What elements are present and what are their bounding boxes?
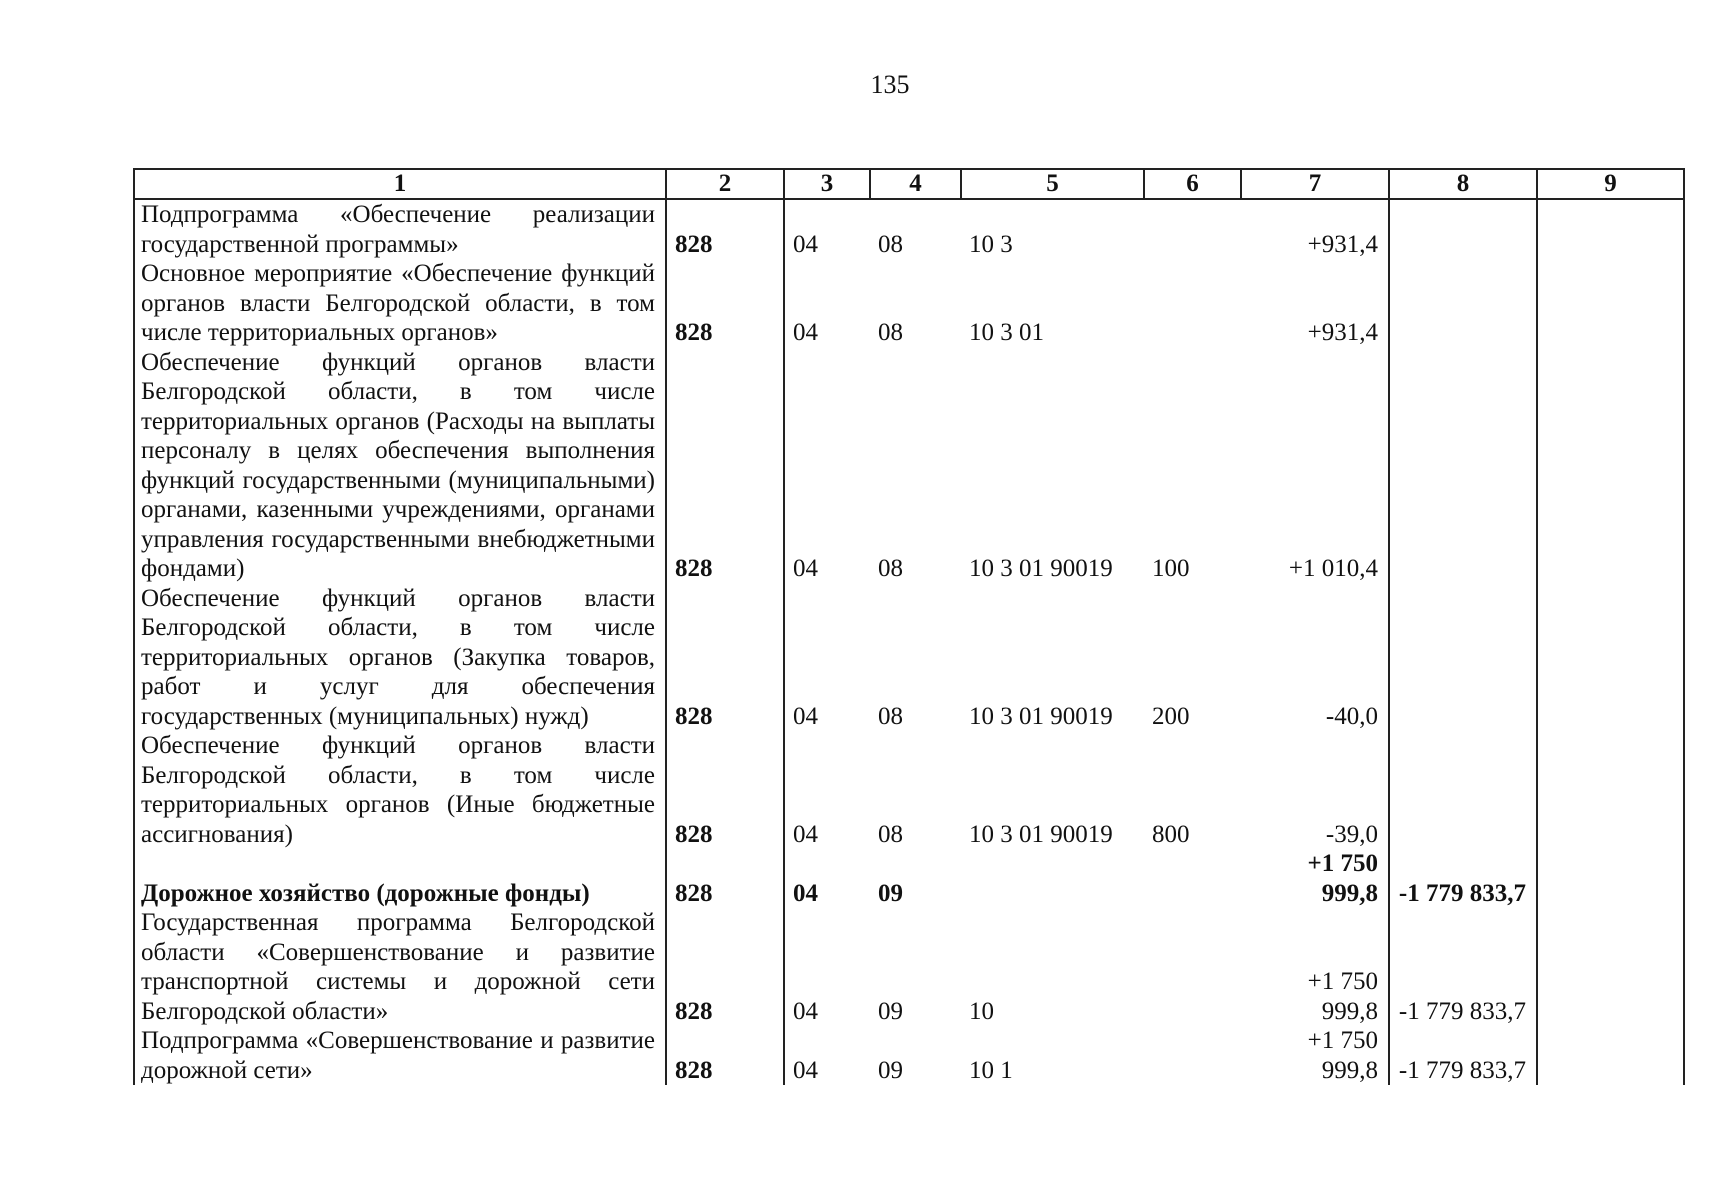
item-name-cell: Подпрограмма «Совершенствование и развитие дорожной сети»	[134, 1026, 666, 1085]
target-article-cell: 10 3 01 90019	[969, 555, 1113, 582]
subsection-cell: 09	[878, 879, 903, 907]
target-article-cell	[961, 849, 1144, 908]
section-cell: 04	[793, 820, 818, 848]
expense-type-cell: 100	[1152, 555, 1190, 582]
column-header: 8	[1389, 169, 1537, 199]
amount-cell-col7: +1 010,4	[1241, 348, 1389, 584]
expense-type-cell: 800	[1152, 820, 1190, 848]
item-name-cell: Государственная программа Белгородской области «Совершенствование и развитие транспортной системы и дорожной сети Белгородской области»	[134, 908, 666, 1026]
table-body	[134, 199, 1684, 1085]
admin-code-cell: 828	[666, 348, 784, 584]
table-row	[134, 1026, 1684, 1085]
section-cell: 04	[793, 702, 818, 730]
section-cell: 04	[793, 230, 818, 258]
amount-cell-col8: -1 779 833,7	[1398, 879, 1526, 907]
subsection-cell: 08	[878, 702, 903, 730]
column-header: 9	[1537, 169, 1684, 199]
column-header: 3	[784, 169, 870, 199]
admin-code-cell: 828	[666, 1026, 784, 1085]
amount-cell-col7: -39,0	[1241, 731, 1389, 849]
amount-cell-col8	[1389, 584, 1537, 732]
target-article-cell: 10 1	[969, 1056, 1013, 1084]
target-article-cell: 10 3 01	[969, 319, 1044, 346]
item-name-cell: Дорожное хозяйство (дорожные фонды)	[134, 849, 666, 908]
amount-cell-col8	[1389, 731, 1537, 849]
table-row	[134, 908, 1684, 1026]
amount-cell-col9	[1537, 199, 1684, 259]
amount-cell-col7: +1 750 999,8	[1241, 908, 1389, 1026]
section-cell: 04	[793, 319, 818, 346]
subsection-cell: 08	[878, 319, 903, 346]
admin-code-cell: 828	[666, 908, 784, 1026]
admin-code-cell: 828	[666, 584, 784, 732]
amount-cell-col8: -1 779 833,7	[1398, 997, 1526, 1025]
expense-type-cell	[1144, 1026, 1241, 1085]
item-name-cell: Обеспечение функций органов власти Белгородской области, в том числе территориальных органов (Иные бюджетные ассигнования)	[134, 731, 666, 849]
amount-cell-col8: -1 779 833,7	[1398, 1056, 1526, 1084]
item-name-cell: Обеспечение функций органов власти Белгородской области, в том числе территориальных органов (Закупка товаров, работ и услуг для обеспечения государственных (муниципальных) нужд)	[134, 584, 666, 732]
section-cell: 04	[793, 1056, 818, 1084]
amount-cell-col9	[1537, 731, 1684, 849]
table-row	[134, 731, 1684, 849]
amount-cell-col9	[1537, 1026, 1684, 1085]
amount-cell-col7: +1 750 999,8	[1241, 1026, 1389, 1085]
amount-cell-col8	[1389, 199, 1537, 259]
table-row	[134, 849, 1684, 908]
column-header: 4	[870, 169, 961, 199]
table-row	[134, 259, 1684, 348]
section-cell: 04	[793, 879, 818, 907]
admin-code-cell: 828	[666, 731, 784, 849]
item-name-cell: Обеспечение функций органов власти Белгородской области, в том числе территориальных органов (Расходы на выплаты персоналу в целях обеспечения выполнения функций государственными (муниципальными) органами, казенными учреждениями, органами управления государственными внебюджетными фондами)	[134, 348, 666, 584]
amount-cell-col9	[1537, 584, 1684, 732]
table-row	[134, 348, 1684, 584]
subsection-cell: 08	[878, 230, 903, 258]
admin-code-cell: 828	[666, 199, 784, 259]
table-header-row	[134, 169, 1684, 199]
amount-cell-col9	[1537, 849, 1684, 908]
expense-type-cell	[1144, 849, 1241, 908]
amount-cell-col7: -40,0	[1241, 584, 1389, 732]
column-header: 7	[1241, 169, 1389, 199]
column-header: 1	[134, 169, 666, 199]
admin-code-cell: 828	[666, 849, 784, 908]
item-name-cell: Подпрограмма «Обеспечение реализации государственной программы»	[134, 199, 666, 259]
section-cell: 04	[793, 555, 818, 582]
expense-type-cell	[1144, 199, 1241, 259]
subsection-cell: 08	[878, 555, 903, 582]
budget-sheet	[133, 168, 1683, 1085]
amount-cell-col8	[1389, 348, 1537, 584]
column-header: 5	[961, 169, 1144, 199]
table-row	[134, 584, 1684, 732]
page-number: 135	[870, 70, 910, 99]
expense-type-cell: 200	[1152, 702, 1190, 730]
column-header: 2	[666, 169, 784, 199]
admin-code-cell: 828	[666, 259, 784, 348]
section-cell: 04	[793, 997, 818, 1025]
expense-type-cell	[1144, 908, 1241, 1026]
amount-cell-col7: +931,4	[1241, 259, 1389, 348]
target-article-cell: 10 3 01 90019	[969, 702, 1113, 730]
target-article-cell: 10 3	[969, 230, 1013, 258]
item-name-cell: Основное мероприятие «Обеспечение функций органов власти Белгородской области, в том числе территориальных органов»	[134, 259, 666, 348]
amount-cell-col9	[1537, 259, 1684, 348]
target-article-cell: 10	[969, 997, 994, 1025]
amount-cell-col7: +1 750 999,8	[1241, 849, 1389, 908]
amount-cell-col8	[1389, 259, 1537, 348]
budget-table	[133, 168, 1685, 1085]
expense-type-cell	[1144, 259, 1241, 348]
amount-cell-col9	[1537, 908, 1684, 1026]
target-article-cell: 10 3 01 90019	[969, 820, 1113, 848]
subsection-cell: 09	[878, 997, 903, 1025]
subsection-cell: 08	[878, 820, 903, 848]
amount-cell-col9	[1537, 348, 1684, 584]
table-row	[134, 199, 1684, 259]
amount-cell-col7: +931,4	[1241, 199, 1389, 259]
column-header: 6	[1144, 169, 1241, 199]
subsection-cell: 09	[878, 1056, 903, 1084]
